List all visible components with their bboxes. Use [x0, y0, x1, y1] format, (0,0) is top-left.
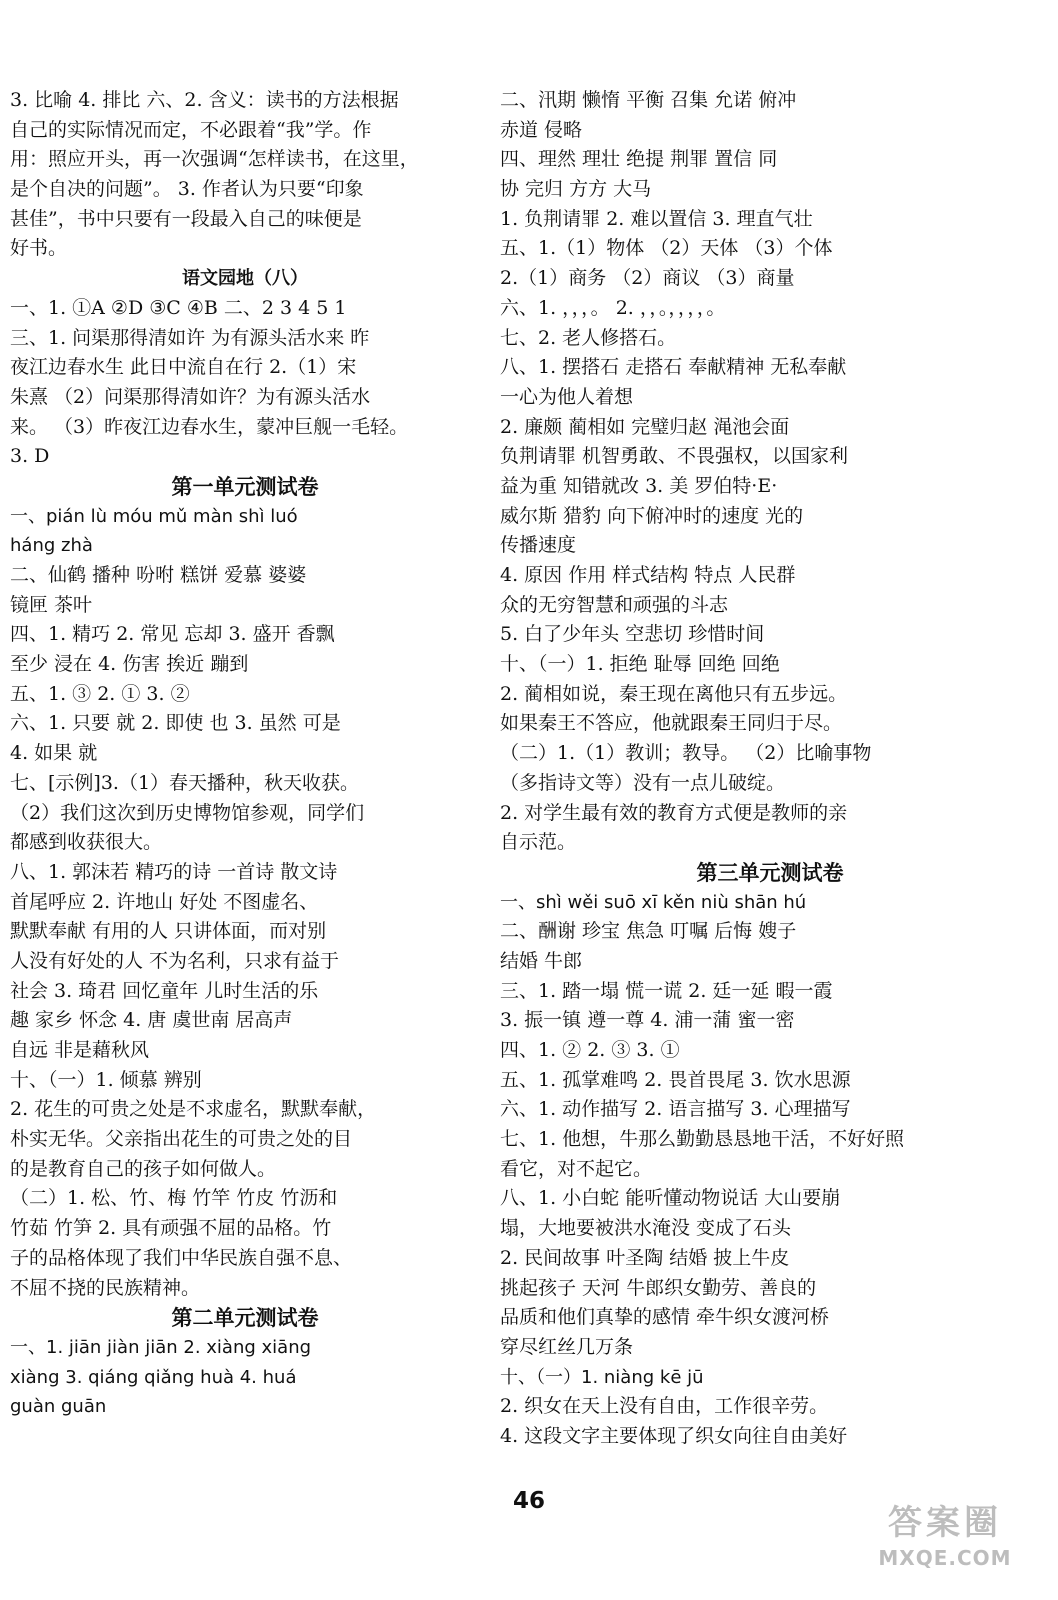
answer-line: 2. 织女在天上没有自由，工作很辛劳。: [500, 1395, 829, 1418]
answer-line: 2.（1）商务 （2）商议 （3）商量: [500, 267, 795, 290]
left-column: [10, 86, 480, 1422]
answer-line: 看它，对不起它。: [500, 1157, 653, 1180]
answer-line: 4. 原因 作用 样式结构 特点 人民群: [500, 564, 796, 586]
answer-line: 默默奉献 有用的人 只讲体面，而对别: [10, 920, 327, 943]
answer-line: 来。 （3）昨夜江边春水生，蒙冲巨舰一毛轻。: [10, 415, 409, 438]
answer-line: 甚佳”，书中只要有一段最入自己的味便是: [10, 207, 362, 230]
answer-line: 七、[示例]3.（1）春天播种，秋天收获。: [10, 771, 360, 794]
answer-line: 品质和他们真挚的感情 牵牛织女渡河桥: [500, 1306, 830, 1329]
answer-line: （2）我们这次到历史博物馆参观，同学们: [10, 801, 365, 824]
page-number: 46: [512, 1488, 545, 1514]
answer-line: 自示范。: [500, 831, 577, 854]
answer-line: 益为重 知错就改 3. 美 罗伯特·E·: [500, 474, 778, 497]
pinyin-line: 十、（一）1. niàng kē jū: [500, 1366, 704, 1388]
answer-line: 一、1. ①A ②D ③C ④B 二、2 3 4 5 1: [10, 296, 347, 319]
answer-line: 的是教育自己的孩子如何做人。: [10, 1157, 277, 1180]
answer-line: 八、1. 小白蛇 能听懂动物说话 大山要崩: [500, 1187, 841, 1210]
answer-line: （二）1. 松、竹、梅 竹竿 竹皮 竹沥和: [10, 1187, 338, 1210]
answer-line: 4. 这段文字主要体现了织女向往自由美好: [500, 1424, 848, 1447]
answer-line: 六、1. 动作描写 2. 语言描写 3. 心理描写: [500, 1098, 851, 1121]
answer-line: 威尔斯 猎豹 向下俯冲时的速度 光的: [500, 504, 804, 527]
pinyin-line: 一、pián lù móu mǔ màn shì luó: [10, 505, 298, 527]
answer-line: 八、1. 郭沫若 精巧的诗 一首诗 散文诗: [10, 860, 338, 883]
answer-line: 二、仙鹤 播种 吩咐 糕饼 爱慕 婆婆: [10, 564, 307, 586]
answer-line: 自远 非是藉秋风: [10, 1039, 150, 1061]
answer-line: 五、1. 孤掌难鸣 2. 畏首畏尾 3. 饮水思源: [500, 1068, 851, 1091]
answer-line: 2. 廉颇 蔺相如 完璧归赵 渑池会面: [500, 415, 790, 438]
answer-line: 不屈不挠的民族精神。: [10, 1276, 201, 1299]
answer-line: 朱熹 （2）问渠那得清如许？为有源头活水: [10, 385, 371, 408]
answer-line: 众的无穷智慧和顽强的斗志: [500, 593, 729, 616]
answer-line: 五、1. ③ 2. ① 3. ②: [10, 682, 190, 705]
answer-line: 朴实无华。父亲指出花生的可贵之处的目: [10, 1128, 353, 1151]
answer-line: 1. 负荆请罪 2. 难以置信 3. 理直气壮: [500, 207, 813, 230]
answer-line: 用：照应开头，再一次强调“怎样读书，在这里，: [10, 148, 419, 171]
answer-line: 赤道 侵略: [500, 118, 583, 141]
answer-line: 5. 白了少年头 空悲切 珍惜时间: [500, 623, 765, 646]
answer-line: 挑起孩子 天河 牛郎织女勤劳、善良的: [500, 1276, 817, 1299]
section-title: 第一单元测试卷: [171, 473, 319, 499]
answer-line: 2. 民间故事 叶圣陶 结婚 披上牛皮: [500, 1246, 790, 1269]
answer-line: 塌，大地要被洪水淹没 变成了石头: [500, 1217, 792, 1240]
answer-line: 夜江边春水生 此日中流自在行 2.（1）宋: [10, 356, 357, 379]
answer-line: 好书。: [10, 237, 68, 260]
section-title: 第二单元测试卷: [171, 1305, 319, 1331]
answer-line: 七、1. 他想，牛那么勤勤恳恳地干活，不好好照: [500, 1128, 905, 1151]
answer-line: 至少 浸在 4. 伤害 挨近 蹦到: [10, 653, 249, 676]
pinyin-line: xiàng 3. qiáng qiǎng huà 4. huá: [10, 1366, 297, 1388]
answer-line: 负荆请罪 机智勇敢、不畏强权，以国家利: [500, 445, 849, 468]
answer-line: 穿尽红丝几万条: [500, 1335, 634, 1358]
answer-line: （二）1.（1）教训；教导。 （2）比喻事物: [500, 742, 872, 765]
section-title: 第三单元测试卷: [696, 859, 844, 885]
answer-line: 是个自决的问题”。 3. 作者认为只要“印象: [10, 178, 364, 201]
answer-line: 2. 对学生最有效的教育方式便是教师的亲: [500, 801, 848, 824]
right-column: [500, 86, 1040, 1452]
answer-line: 二、汛期 懒惰 平衡 召集 允诺 俯冲: [500, 89, 797, 111]
answer-line: 自己的实际情况而定，不必跟着“我”学。作: [10, 118, 372, 141]
answer-line: 结婚 牛郎: [500, 949, 583, 972]
answer-line: 协 完归 方方 大马: [500, 178, 652, 201]
answer-line: 五、1.（1）物体 （2）天体 （3）个体: [500, 237, 833, 260]
answer-line: 镜匣 茶叶: [10, 593, 93, 616]
pinyin-line: guàn guān: [10, 1396, 107, 1418]
section-title: 语文园地（八）: [182, 268, 308, 290]
pinyin-line: 一、1. jiān jiàn jiān 2. xiàng xiāng: [10, 1336, 312, 1358]
answer-line: 社会 3. 琦君 回忆童年 儿时生活的乐: [10, 979, 319, 1002]
answer-line: 3. 比喻 4. 排比 六、2. 含义：读书的方法根据: [10, 89, 399, 111]
answer-line: 二、酬谢 珍宝 焦急 叮嘱 后悔 嫂子: [500, 920, 797, 943]
answer-line: 六、1. ，，，。 2. ，，。，，，，。: [500, 296, 726, 319]
answer-line: 3. 振一镇 遵一尊 4. 浦一蒲 蜜一密: [500, 1009, 795, 1032]
answer-line: 趣 家乡 怀念 4. 唐 虞世南 居高声: [10, 1009, 293, 1032]
answer-line: 2. 蔺相如说，秦王现在离他只有五步远。: [500, 682, 848, 705]
answer-line: 四、1. 精巧 2. 常见 忘却 3. 盛开 香飘: [10, 623, 335, 646]
answer-line: 十、（一）1. 倾慕 辨别: [10, 1068, 202, 1091]
pinyin-line: 一、shì wěi suō xī kěn niù shān hú: [500, 891, 807, 913]
answer-line: 一心为他人着想: [500, 385, 634, 408]
answer-line: 四、理然 理壮 绝提 荆罪 置信 同: [500, 148, 778, 171]
answer-line: 传播速度: [500, 534, 577, 557]
answer-line: 如果秦王不答应，他就跟秦王同归于尽。: [500, 712, 843, 735]
answer-line: 人没有好处的人 不为名利，只求有益于: [10, 949, 340, 972]
answer-line: 八、1. 摆搭石 走搭石 奉献精神 无私奉献: [500, 356, 847, 379]
answer-line: 2. 花生的可贵之处是不求虚名，默默奉献，: [10, 1098, 377, 1121]
answer-line: （多指诗文等）没有一点儿破绽。: [500, 771, 786, 794]
answer-line: 七、2. 老人修搭石。: [500, 326, 677, 349]
answer-line: 3. D: [10, 445, 50, 468]
answer-line: 都感到收获很大。: [10, 831, 163, 854]
answer-line: 首尾呼应 2. 许地山 好处 不图虚名、: [10, 890, 319, 913]
answer-line: 四、1. ② 2. ③ 3. ①: [500, 1039, 680, 1061]
answer-line: 三、1. 问渠那得清如许 为有源头活水来 昨: [10, 326, 370, 349]
answer-line: 六、1. 只要 就 2. 即使 也 3. 虽然 可是: [10, 712, 341, 735]
watermark-url: MXQE.COM: [878, 1546, 1012, 1570]
pinyin-line: háng zhà: [10, 535, 93, 557]
answer-line: 三、1. 踏一塌 慌一谎 2. 廷一延 暇一霞: [500, 979, 833, 1002]
answer-line: 子的品格体现了我们中华民族自强不息、: [10, 1246, 353, 1269]
watermark-logo: [845, 1500, 1045, 1580]
answer-line: 竹茹 竹笋 2. 具有顽强不屈的品格。竹: [10, 1217, 332, 1240]
answer-line: 4. 如果 就: [10, 742, 98, 765]
watermark-text: 答案圈: [888, 1503, 1002, 1543]
answer-line: 十、（一）1. 拒绝 耻辱 回绝 回绝: [500, 653, 780, 676]
